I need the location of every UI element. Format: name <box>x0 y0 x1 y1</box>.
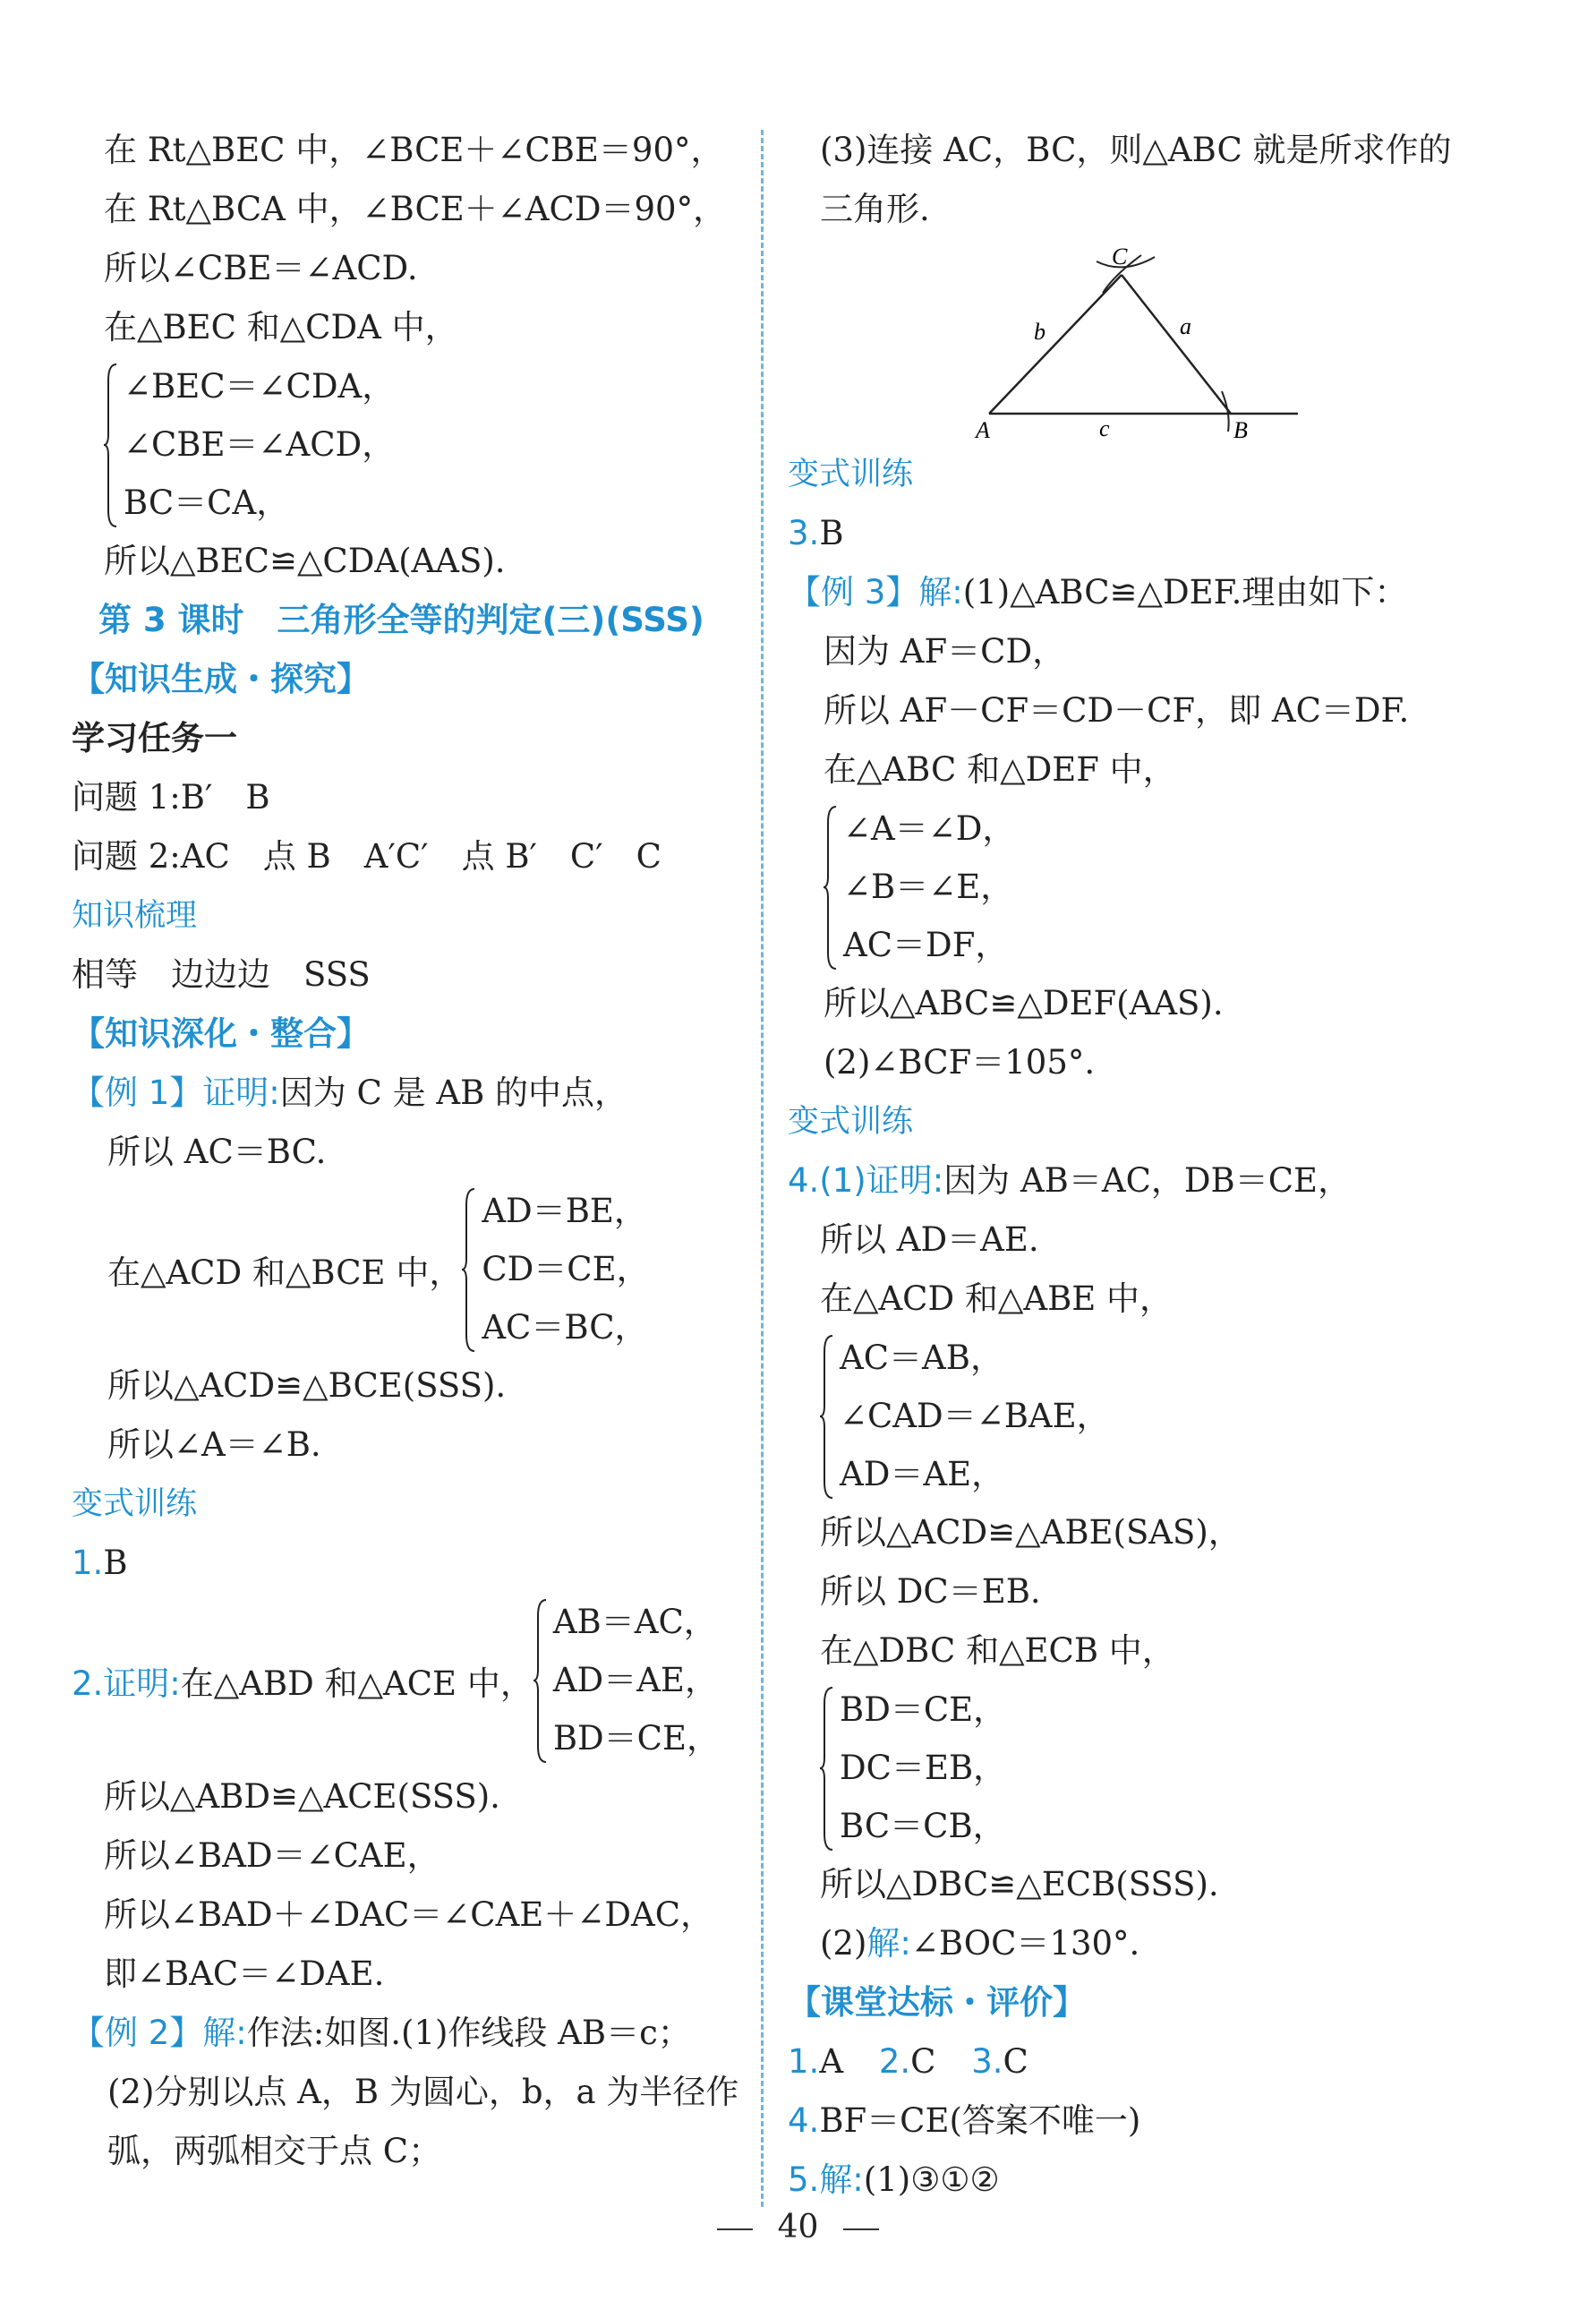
equation-system <box>788 1681 1504 1855</box>
column-divider <box>761 130 764 2207</box>
subheading: 变式训练 <box>788 457 914 492</box>
system-line: AC＝BC， <box>482 1308 648 1347</box>
system-line: CD＝CE， <box>482 1250 650 1288</box>
right-column <box>788 121 1504 2210</box>
answer-number: 5.解: <box>788 2160 864 2199</box>
proof-text: 在△ABD 和△ACE 中， <box>180 1664 533 1703</box>
brace-icon <box>824 800 838 974</box>
answer-number: 1. <box>788 2042 820 2081</box>
answer-value: BF＝CE(答案不唯一) <box>819 2101 1141 2140</box>
example-line <box>72 1064 734 1123</box>
text-line: 所以△ACD≌△ABE(SAS)， <box>820 1513 1242 1552</box>
system-line: BD＝CE， <box>840 1690 1007 1729</box>
answer-value: B <box>819 514 844 552</box>
equation-system <box>788 1329 1504 1503</box>
system-line: AC＝AB， <box>840 1339 1003 1377</box>
system-line: ∠B＝∠E， <box>843 868 1014 906</box>
text-line: 因为 AF＝CD， <box>824 632 1066 671</box>
example-tag: 【例 1】证明: <box>72 1073 280 1112</box>
system-line: ∠A＝∠D， <box>843 809 1016 848</box>
text-line: 在 Rt△BCA 中，∠BCE＋∠ACD＝90°， <box>104 190 727 228</box>
text-line: 所以∠CBE＝∠ACD. <box>104 249 418 287</box>
example-text: (1)△ABC≌△DEF.理由如下： <box>962 573 1408 612</box>
inline-system <box>72 1593 734 1767</box>
text-line <box>788 1914 1504 1973</box>
answer-line <box>72 1534 734 1593</box>
equation-system <box>788 800 1504 974</box>
answer-number: 3. <box>971 2042 1003 2081</box>
question-line: 问题 2:AC 点 B A′C′ 点 B′ C′ C <box>72 837 661 876</box>
example-line <box>72 2004 734 2063</box>
brace-icon <box>820 1681 834 1855</box>
text-line: (2)分别以点 A，B 为圆心，b，a 为半径作 <box>107 2073 739 2111</box>
system-line: DC＝EB， <box>840 1749 1007 1787</box>
text-line: 所以△ABD≌△ACE(SSS). <box>104 1777 500 1816</box>
vertex-label-a: A <box>976 417 990 443</box>
part-label: (2) <box>820 1924 867 1963</box>
lesson-title: 第 3 课时 三角形全等的判定(三)(SSS) <box>98 601 704 639</box>
answer-number: 1. <box>72 1544 104 1582</box>
system-lead <box>72 1656 533 1705</box>
example-text: 作法:如图.(1)作线段 AB＝c； <box>246 2014 691 2052</box>
system-line: AD＝AE， <box>840 1455 1005 1493</box>
brace-icon <box>104 357 118 532</box>
answer-line <box>788 504 1504 563</box>
question-line: 问题 1:B′ B <box>72 778 270 817</box>
side-label-a: a <box>1180 313 1191 339</box>
task-heading: 学习任务一 <box>72 719 237 757</box>
answer-value: C <box>910 2042 936 2081</box>
answer-number: 3. <box>788 514 820 552</box>
text-line: 三角形. <box>820 190 930 228</box>
text-line: 所以 AD＝AE. <box>820 1220 1039 1259</box>
text-line: 在△BEC 和△CDA 中， <box>104 308 458 346</box>
text-line: 在△DBC 和△ECB 中， <box>820 1631 1175 1670</box>
system-line: AD＝BE， <box>482 1192 647 1230</box>
system-line: AC＝DF， <box>843 926 1009 964</box>
subheading: 知识梳理 <box>72 898 198 934</box>
vertex-label-c: C <box>1112 244 1128 269</box>
text-line: 在△ACD 和△ABE 中， <box>820 1279 1174 1318</box>
system-line: ∠BEC＝∠CDA， <box>124 367 396 406</box>
vertex-label-b: B <box>1233 417 1248 443</box>
answer-value: (1)③①② <box>863 2160 1000 2199</box>
text-line: 所以 AC＝BC. <box>107 1133 327 1171</box>
text-line: 在 Rt△BEC 中，∠BCE＋∠CBE＝90°， <box>104 131 724 169</box>
system-line: BD＝CE， <box>552 1719 721 1758</box>
system-line: BC＝CB， <box>840 1807 1006 1845</box>
text-line: 所以 AF－CF＝CD－CF，即 AC＝DF. <box>824 691 1410 730</box>
text-line: 所以△BEC≌△CDA(AAS). <box>104 542 506 580</box>
text-line: 所以∠BAD＋∠DAC＝∠CAE＋∠DAC， <box>104 1895 714 1934</box>
text-line: 所以∠A＝∠B. <box>107 1425 321 1464</box>
proof-tag: 4.(1)证明: <box>788 1161 944 1200</box>
equation-system <box>533 1593 720 1767</box>
proof-text: 因为 AB＝AC，DB＝CE， <box>943 1161 1352 1200</box>
text-line: (2)∠BCF＝105°. <box>824 1043 1096 1082</box>
system-line: BC＝CA， <box>124 483 290 522</box>
answer-value: C <box>1003 2042 1028 2081</box>
answer-value: A <box>819 2042 844 2081</box>
system-line: AD＝AE， <box>552 1661 718 1699</box>
equation-system <box>72 357 734 532</box>
left-column <box>72 121 739 2181</box>
answer-value: B <box>103 1544 128 1582</box>
text-line: 所以∠BAD＝∠CAE， <box>104 1836 440 1875</box>
section-heading: 【课堂达标・评价】 <box>788 1983 1086 2022</box>
text-line: 在△ABC 和△DEF 中， <box>824 750 1176 789</box>
side-label-b: b <box>1034 319 1046 345</box>
example-text: 因为 C 是 AB 的中点， <box>279 1073 628 1112</box>
text-line: 弧，两弧相交于点 C； <box>107 2132 442 2170</box>
dash-right <box>843 2228 879 2230</box>
text-line: 所以△DBC≌△ECB(SSS). <box>820 1865 1219 1903</box>
system-line: ∠CBE＝∠ACD， <box>124 425 396 464</box>
system-lead: 在△ACD 和△BCE 中， <box>107 1253 463 1292</box>
text-line: 所以△ABC≌△DEF(AAS). <box>824 984 1224 1022</box>
system-line: AB＝AC， <box>552 1603 717 1641</box>
answer-line <box>788 2091 1504 2151</box>
text-line: (3)连接 AC，BC，则△ABC 就是所求作的 <box>820 131 1452 169</box>
triangle-diagram <box>788 239 1504 445</box>
inline-system <box>72 1182 734 1356</box>
brace-icon <box>462 1182 476 1356</box>
dash-left <box>717 2228 753 2230</box>
proof-line <box>788 1151 1504 1210</box>
page-number <box>0 2201 1596 2254</box>
system-line: ∠CAD＝∠BAE， <box>840 1397 1110 1435</box>
answers-line <box>788 2032 1504 2091</box>
text-line: 所以 DC＝EB. <box>820 1572 1041 1611</box>
triangle-figure <box>788 239 1504 445</box>
text-line: 所以△ACD≌△BCE(SSS). <box>107 1366 507 1405</box>
text-line: 即∠BAC＝∠DAE. <box>104 1954 385 1993</box>
brace-icon <box>820 1329 834 1503</box>
subheading: 变式训练 <box>72 1486 198 1522</box>
answer-line: 相等 边边边 SSS <box>72 955 371 994</box>
brace-icon <box>533 1593 548 1767</box>
answer-number: 4. <box>788 2101 820 2140</box>
solution-text: ∠BOC＝130°. <box>910 1924 1140 1963</box>
example-line <box>788 563 1504 622</box>
proof-tag: 2.证明: <box>72 1664 181 1703</box>
side-label-c: c <box>1099 415 1110 441</box>
equation-system <box>462 1182 649 1356</box>
page-number-value: 40 <box>777 2209 819 2245</box>
example-tag: 【例 2】解: <box>72 2014 247 2052</box>
answer-number: 2. <box>878 2042 911 2081</box>
solution-tag: 解: <box>866 1924 911 1963</box>
subheading: 变式训练 <box>788 1104 914 1140</box>
section-heading: 【知识深化・整合】 <box>72 1014 370 1053</box>
section-heading: 【知识生成・探究】 <box>72 660 370 698</box>
example-tag: 【例 3】解: <box>788 573 963 612</box>
